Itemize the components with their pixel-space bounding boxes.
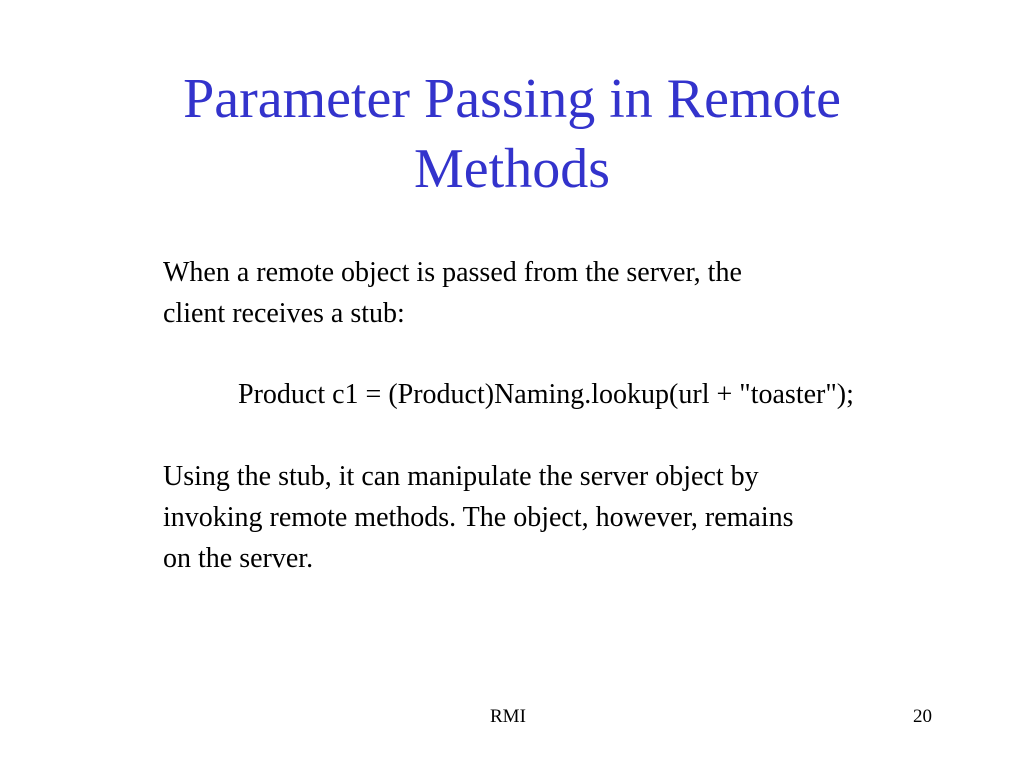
slide-title-line-2: Methods: [414, 138, 610, 200]
intro-paragraph-line-2: client receives a stub:: [163, 298, 405, 329]
explanation-paragraph-line-1: Using the stub, it can manipulate the server object by: [163, 461, 759, 492]
slide-title-line-1: Parameter Passing in Remote: [183, 68, 841, 130]
intro-paragraph: [163, 252, 742, 334]
footer-label: RMI: [490, 706, 526, 727]
explanation-paragraph: [163, 456, 794, 579]
explanation-paragraph-line-2: invoking remote methods. The object, however, remains: [163, 502, 794, 533]
intro-paragraph-line-1: When a remote object is passed from the server, the: [163, 257, 742, 288]
slide-title: [0, 64, 1024, 204]
explanation-paragraph-line-3: on the server.: [163, 543, 314, 574]
page-number: 20: [913, 706, 932, 727]
code-example: Product c1 = (Product)Naming.lookup(url + "toaster");: [238, 379, 854, 410]
